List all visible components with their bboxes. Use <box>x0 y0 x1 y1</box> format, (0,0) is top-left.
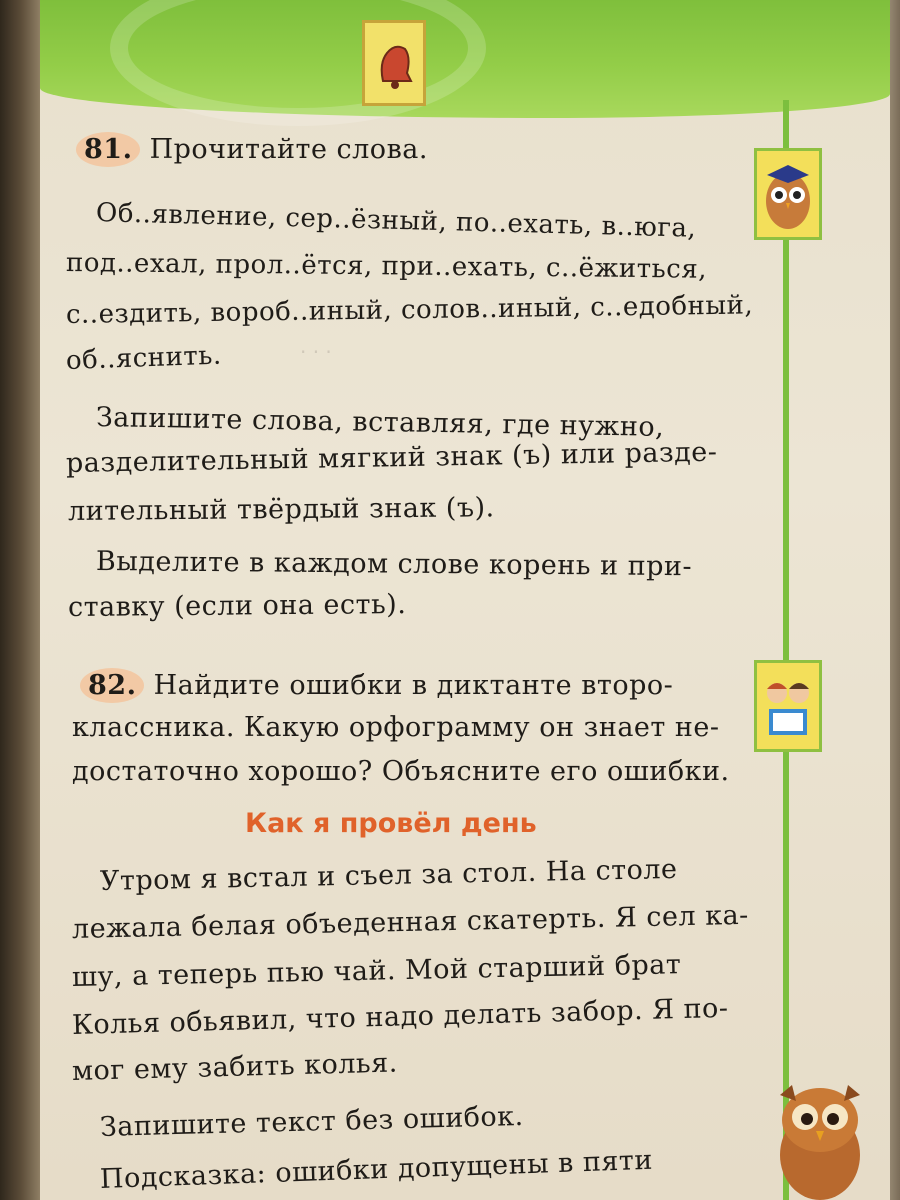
story-line: лежала белая объеденная скатерть. Я сел ка- <box>71 899 750 945</box>
owl-character-icon <box>760 1075 880 1200</box>
story-line: Утром я встал и съел за стол. На столе <box>99 853 678 897</box>
word-line: Об..явление, сер..ёзный, по..ехать, в..юга, <box>95 198 697 244</box>
task2-line: ставку (если она есть). <box>67 589 407 623</box>
task-line: Запишите слова, вставляя, где нужно, <box>95 402 665 443</box>
children-reading-icon <box>754 660 822 752</box>
owl-graduate-icon <box>754 148 822 240</box>
exercise-82-line: достаточно хорошо? Объясните его ошибки. <box>72 756 730 787</box>
word-line: об..яснить. <box>65 340 223 376</box>
task-line: разделительный мягкий знак (ъ) или разде- <box>65 436 718 479</box>
page-header-band <box>40 0 890 118</box>
task2-line: Выделите в каждом слове корень и при- <box>95 546 693 583</box>
exercise-82-heading <box>80 668 673 703</box>
exercise-81-heading <box>76 132 428 167</box>
word-line: под..ехал, прол..ётся, при..ехать, с..ёжиться, <box>65 248 708 285</box>
exercise-81-number: 81. <box>76 132 140 167</box>
instruction-line: Запишите текст без ошибок. <box>99 1100 525 1143</box>
margin-line <box>783 100 789 1200</box>
header-decoration <box>110 0 486 126</box>
story-title: Как я провёл день <box>245 808 537 839</box>
exercise-82-line: классника. Какую орфограмму он знает не- <box>72 712 720 743</box>
exercise-82-line: Найдите ошибки в диктанте второ- <box>153 670 674 701</box>
exercise-82-number: 82. <box>80 668 144 703</box>
bell-icon <box>362 20 426 106</box>
show-through-text: · · · <box>300 340 332 364</box>
story-line: шу, а теперь пью чай. Мой старший брат <box>71 949 682 993</box>
task-line: лительный твёрдый знак (ъ). <box>67 492 495 527</box>
story-line: мог ему забить колья. <box>71 1047 399 1087</box>
word-line: с..ездить, вороб..иный, солов..иный, с..едобный, <box>65 290 754 330</box>
hint-line: Подсказка: ошибки допущены в пяти <box>99 1144 654 1195</box>
exercise-81-title: Прочитайте слова. <box>149 134 428 165</box>
story-line: Колья обьявил, что надо делать забор. Я по- <box>71 992 729 1041</box>
